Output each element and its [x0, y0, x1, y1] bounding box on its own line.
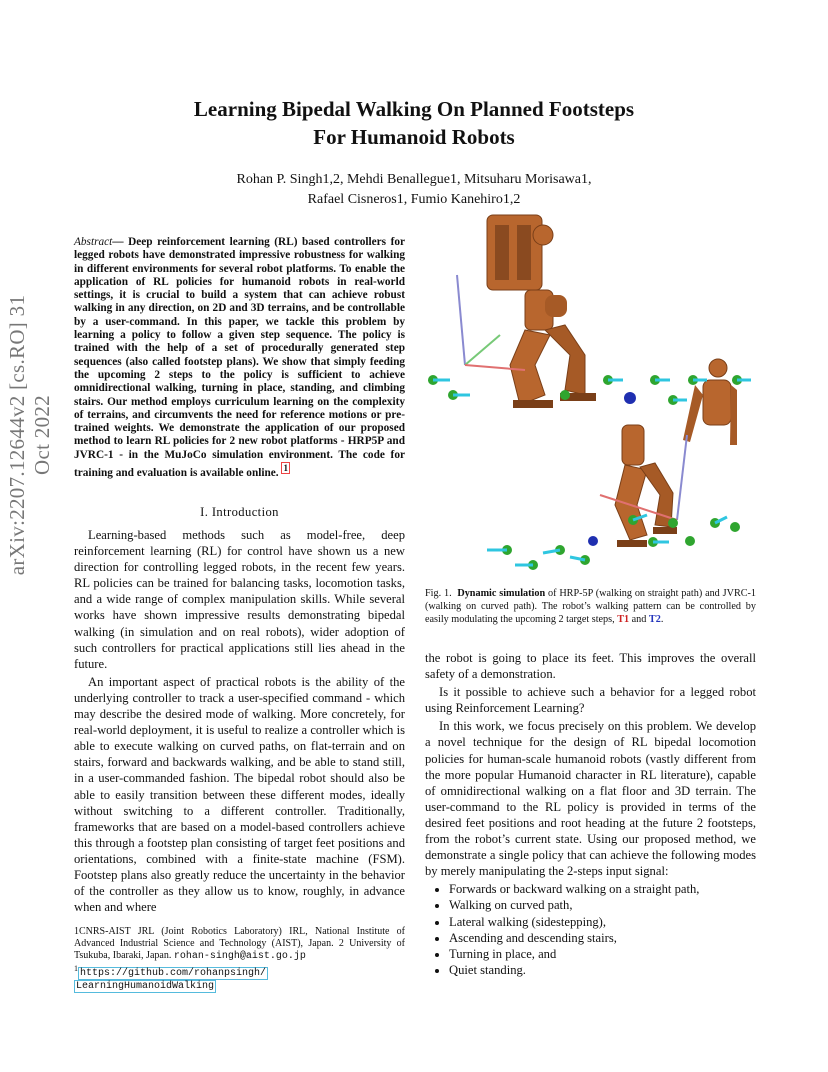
author-list	[0, 170, 828, 210]
code-footnote: $^1$ https://github.com/rohanpsingh/ LearningHumanoidWalking	[74, 964, 267, 993]
mode-list-item: • Turning in place, and	[449, 946, 756, 962]
right-paragraph-1: Is it possible to achieve such a behavior for a legged robot using Reinforcement Learning?	[425, 685, 756, 716]
section-heading: I. Introduction	[200, 505, 279, 519]
arxiv-identifier: arXiv:2207.12644v2 [cs.RO] 31 Oct 2022	[5, 294, 54, 576]
caption-bold: Dynamic simulation	[457, 588, 546, 599]
figure-1-illustration	[425, 205, 755, 570]
abstract	[74, 236, 405, 480]
mode-list-item: • Lateral walking (sidestepping),	[449, 914, 756, 930]
code-url-link-cont[interactable]: LearningHumanoidWalking	[76, 981, 215, 993]
intro-right-column	[425, 650, 756, 978]
affiliation-footnote: 1CNRS-AIST JRL (Joint Robotics Laboratory) IRL, National Institute of Advanced Industrial Science and Technology (AIST), Japan. 2 University of Tsukuba, Ibaraki, Japan. rohan-singh@aist.go.jp	[74, 926, 405, 962]
right-paragraph-0: the robot is going to place its feet. This improves the overall safety of a demonstration.	[425, 651, 756, 682]
authors-line-1: Rohan P. Singh1,2, Mehdi Benallegue1, Mitsuharu Morisawa1,	[236, 172, 592, 187]
mode-list	[425, 881, 756, 978]
mode-list-item: • Forwards or backward walking on a straight path,	[449, 881, 756, 897]
footnotes	[74, 926, 405, 993]
code-url-link[interactable]: https://github.com/rohanpsingh/	[80, 968, 267, 980]
footnote-link[interactable]: 1	[283, 463, 288, 474]
mode-list-item: • Quiet standing.	[449, 962, 756, 978]
intro-paragraph-2: An important aspect of practical robots is the ability of the underlying controller to track a user-specified command - which may describe the desired mode of walking. More concretely, for real-world deployment, it is useful to realize a controller which is able to execute walking on curved paths, on flat-terrain and on stairs, forward and backwards walking, and be able to stand still, in a user-commanded fashion. The bipedal robot should also be able to easily transition between these different modes, ideally without switching to a different controller. Traditionally, frameworks that are based on a model-based controllers achieve this through a footstep plan consisting of target feet positions and orientations, combined with a finite-state machine (FSM). Footstep plans also greatly reduce the uncertainty in the behavior of the controller as they allow us to know, roughly, in advance when and where	[74, 674, 405, 915]
paper-title	[0, 95, 828, 151]
title-line-1: Learning Bipedal Walking On Planned Footsteps	[193, 97, 635, 121]
figure-1	[425, 205, 755, 570]
caption-text: of HRP-5P (walking on straight path) and JVRC-1 (walking on curved path). The robot’s walking pattern can be controlled by easily modulating the upcoming 2 target steps,	[425, 588, 757, 625]
authors-line-2: Rafael Cisneros1, Fumio Kanehiro1,2	[307, 192, 521, 207]
intro-left-column	[74, 527, 405, 917]
abstract-text: — Deep reinforcement learning (RL) based controllers for legged robots have demonstrated impressive robustness for walking in different environments for several robot platforms. To enable the application of RL policies for humanoid robots in real-world settings, it is crucial to build a system that can achieve robust walking in any direction, on 2D and 3D terrains, and be controllable by a user-command. In this paper, we tackle this problem by learning a policy to follow a given step sequence. The policy is trained with the help of a set of procedurally generated step sequences (also called footstep plans). We show that simply feeding the upcoming 2 steps to the policy is sufficient to achieve omnidirectional walking, turning in place, standing, and climbing stairs. Our method employs curriculum learning on the complexity of terrains, and circumvents the need for reference motions or pre-trained weights. We demonstrate the application of our proposed method to learn RL policies for 2 new robot platforms - HRP5P and JVRC-1 - in the MuJoCo simulation environment. The code for training and evaluation is available online.	[74, 236, 405, 479]
target-step-t2: T2	[648, 614, 661, 625]
caption-prefix: Fig. 1.	[425, 588, 452, 599]
intro-paragraph-1: Learning-based methods such as model-free, deep reinforcement learning (RL) for control have shown us a new direction for controlling legged robots, in the recent few years. RL policies can be trained for balancing tasks, locomotion tasks, and a wide range of complex manipulation skills. While several works have shown impressive results demonstrating bipedal walking (in simulation and on real robots), wider adoption of such controllers for practical applications still lies ahead in the future.	[74, 528, 405, 671]
figure-1-caption: Fig. 1. Dynamic simulation of HRP-5P (walking on straight path) and JVRC-1 (walking on curved path). The robot’s walking pattern can be controlled by easily modulating the upcoming 2 target steps, T1 and T2.	[425, 588, 757, 625]
author-email[interactable]: rohan-singh@aist.go.jp	[173, 951, 306, 962]
abstract-label: Abstract	[74, 236, 113, 248]
mode-list-item: • Ascending and descending stairs,	[449, 930, 756, 946]
caption-and: and	[631, 614, 647, 625]
target-step-t1: T1	[617, 614, 630, 625]
right-paragraph-2: In this work, we focus precisely on this problem. We develop a novel technique for the design of RL bipedal locomotion policies for human-scale humanoid robots (vastly different from the more popular Humanoid character in RL literature), capable of omnidirectional walking on a flat floor and 3D terrain. The user-command to the RL policy is provided in terms of the desired feet positions and root heading at the future 2 footsteps, from the robot’s current state. Using our proposed method, we demonstrate a single policy that can achieve the following modes by merely manipulating the 2-steps input signal:	[425, 719, 756, 879]
hrp5p-robot	[487, 215, 596, 408]
title-line-2: For Humanoid Robots	[313, 125, 515, 149]
mode-list-item: • Walking on curved path,	[449, 897, 756, 913]
